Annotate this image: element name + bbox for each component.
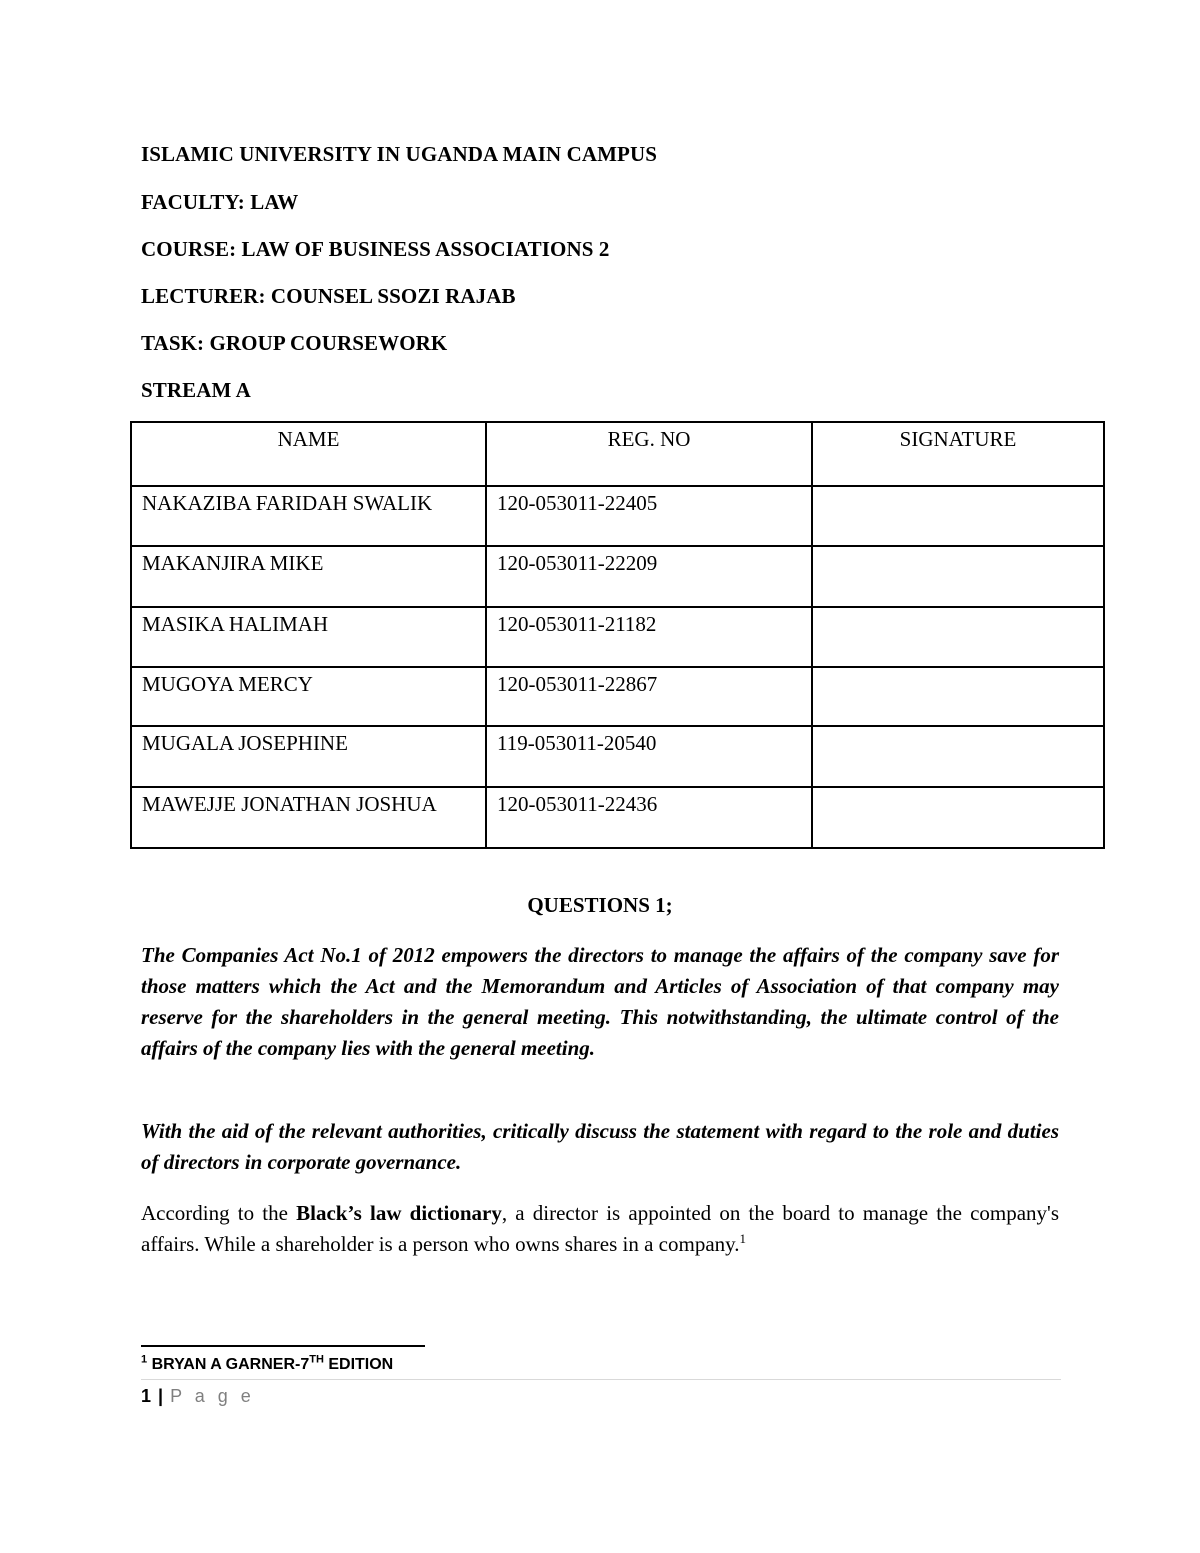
course-line: COURSE: LAW OF BUSINESS ASSOCIATIONS 2 [141,237,610,261]
footnote-marker: 1 [141,1353,148,1366]
member-reg-no: 120-053011-22436 [486,787,812,848]
column-header-signature: SIGNATURE [812,422,1104,486]
table-row [131,546,1104,607]
page-footer-divider [141,1379,1061,1380]
table-row [131,667,1104,726]
page-label: P a g e [170,1386,255,1406]
column-header-name: NAME [131,422,486,486]
page-number: 1 [141,1386,152,1406]
member-name: MUGALA JOSEPHINE [131,726,486,787]
question-statement: The Companies Act No.1 of 2012 empowers the directors to manage the affairs of the company save for those matters which the Act and the Memorandum and Articles of Association of that company may reserve for the shareholders in the general meeting. This notwithstanding, the ultimate control of the affairs of the company lies with the general meeting. [141,943,1059,1060]
member-name: MASIKA HALIMAH [131,607,486,667]
member-reg-no: 120-053011-22209 [486,546,812,607]
page-footer [141,1386,255,1407]
table-row [131,726,1104,787]
member-reg-no: 120-053011-21182 [486,607,812,667]
intro-paragraph [141,1198,1059,1260]
member-reg-no: 120-053011-22867 [486,667,812,726]
table-row [131,787,1104,848]
footnote-text-end: EDITION [323,1356,394,1373]
question-instruction: With the aid of the relevant authorities, critically discuss the statement with regard to the role and duties of directors in corporate governance. [141,1119,1059,1174]
intro-text-before: According to the [141,1201,297,1225]
member-reg-no: 120-053011-22405 [486,486,812,546]
footnote-separator [141,1345,425,1347]
member-signature [812,667,1104,726]
page-separator: | [158,1386,164,1406]
footnote-superscript: TH [309,1353,324,1366]
table-header-row [131,422,1104,486]
member-signature [812,726,1104,787]
member-name: MAKANJIRA MIKE [131,546,486,607]
task-line: TASK: GROUP COURSEWORK [141,331,448,355]
member-name: MUGOYA MERCY [131,667,486,726]
question-title: QUESTIONS 1; [527,893,673,917]
stream-line: STREAM A [141,378,251,402]
lecturer-line: LECTURER: COUNSEL SSOZI RAJAB [141,284,516,308]
footnote [141,1353,394,1374]
member-signature [812,486,1104,546]
intro-text-after: , a director is appointed on the board to manage the company's affairs. While a shareholder is a person who owns shares in a company. [141,1201,1060,1256]
member-name: NAKAZIBA FARIDAH SWALIK [131,486,486,546]
table-row [131,607,1104,667]
member-signature [812,607,1104,667]
member-signature [812,787,1104,848]
member-name: MAWEJJE JONATHAN JOSHUA [131,787,486,848]
members-table [130,421,1105,849]
column-header-reg-no: REG. NO [486,422,812,486]
member-reg-no: 119-053011-20540 [486,726,812,787]
dictionary-reference: Black’s law dictionary [296,1201,502,1225]
faculty-line: FACULTY: LAW [141,190,299,214]
footnote-text: BRYAN A GARNER-7 [147,1356,310,1373]
member-signature [812,546,1104,607]
university-title: ISLAMIC UNIVERSITY IN UGANDA MAIN CAMPUS [141,142,658,166]
table-row [131,486,1104,546]
footnote-reference[interactable]: 1 [739,1231,747,1246]
